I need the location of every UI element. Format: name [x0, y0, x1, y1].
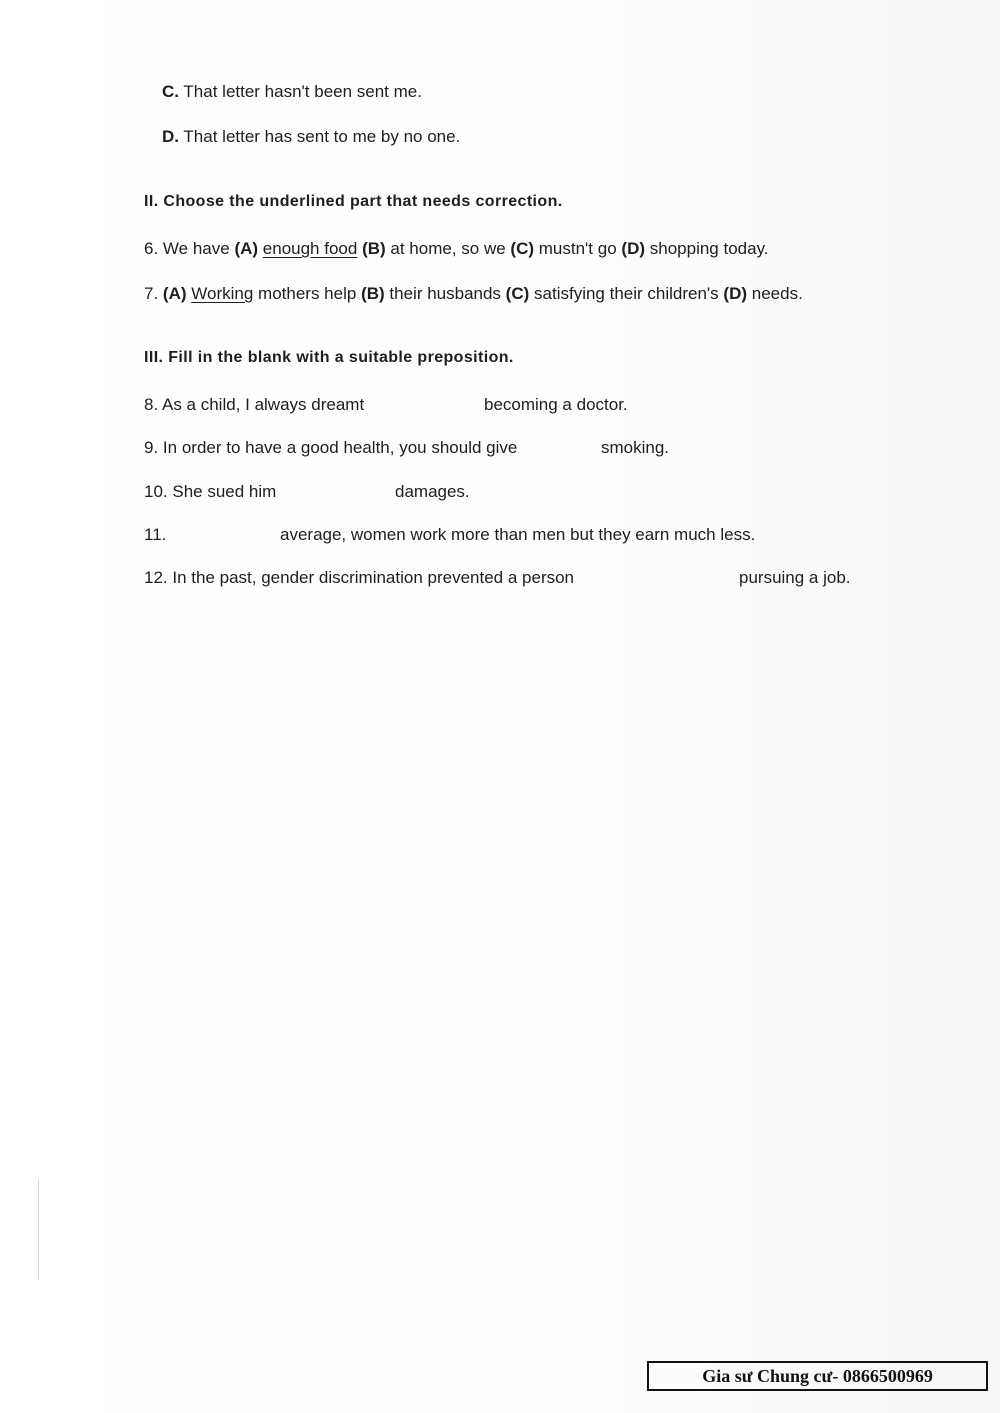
q7-a-marker: (A): [162, 284, 187, 303]
q6-c-text: mustn't go: [538, 239, 617, 258]
option-d-text: That letter has sent to me by no one.: [183, 127, 461, 146]
q7-b-marker: (B): [361, 284, 385, 303]
q7-d-marker: (D): [723, 284, 748, 303]
q7-c-text: satisfying their children's: [534, 284, 719, 303]
q7-d-text: needs.: [751, 284, 803, 303]
option-d: [162, 127, 460, 147]
question-12: [144, 568, 574, 588]
q6-a-marker: (A): [234, 239, 259, 258]
q6-c-marker: (C): [510, 239, 535, 258]
q6-number: 6.: [144, 239, 159, 258]
q10-number: 10.: [144, 482, 168, 501]
q6-pre: We have: [162, 239, 230, 258]
q9-after: smoking.: [601, 438, 670, 457]
q11-number: 11.: [144, 525, 167, 544]
q6-b-marker: (B): [362, 239, 386, 258]
question-11: [144, 525, 166, 545]
scan-edge-mark: [38, 1180, 39, 1280]
q6-b-text: at home, so we: [390, 239, 506, 258]
section-2-heading: II. Choose the underlined part that needs correction.: [144, 193, 563, 210]
q9-number: 9.: [144, 438, 159, 457]
q12-number: 12.: [144, 568, 168, 587]
q6-a-text: enough food: [262, 239, 358, 258]
q12-after: pursuing a job.: [739, 568, 851, 587]
q9-before: In order to have a good health, you should give: [162, 438, 518, 457]
q6-d-text: shopping today.: [649, 239, 769, 258]
q8-after: becoming a doctor.: [484, 395, 628, 414]
question-10: [144, 482, 276, 502]
q7-a-text: Working: [191, 284, 254, 303]
q6-d-marker: (D): [621, 239, 646, 258]
q10-after: damages.: [395, 482, 470, 501]
question-9: [144, 438, 517, 458]
option-c-text: That letter hasn't been sent me.: [183, 82, 422, 101]
q8-number: 8.: [144, 395, 159, 414]
footer-contact-box: [647, 1361, 988, 1391]
q12-before: In the past, gender discrimination prevented a person: [172, 568, 575, 587]
footer-contact-text: Gia sư Chung cư- 0866500969: [702, 1365, 933, 1386]
question-8: [144, 395, 364, 415]
question-6: [144, 239, 769, 259]
option-c: [162, 82, 422, 102]
question-7: [144, 284, 803, 304]
q7-c-marker: (C): [505, 284, 530, 303]
q10-before: She sued him: [172, 482, 277, 501]
option-d-letter: D.: [162, 127, 179, 146]
q8-before: As a child, I always dreamt: [161, 395, 365, 414]
section-3-heading: III. Fill in the blank with a suitable preposition.: [144, 349, 514, 366]
q7-b-text: their husbands: [389, 284, 501, 303]
q7-mid-text: mothers help: [258, 284, 357, 303]
option-c-letter: C.: [162, 82, 179, 101]
q11-after: average, women work more than men but they earn much less.: [280, 525, 756, 544]
q7-number: 7.: [144, 284, 159, 303]
